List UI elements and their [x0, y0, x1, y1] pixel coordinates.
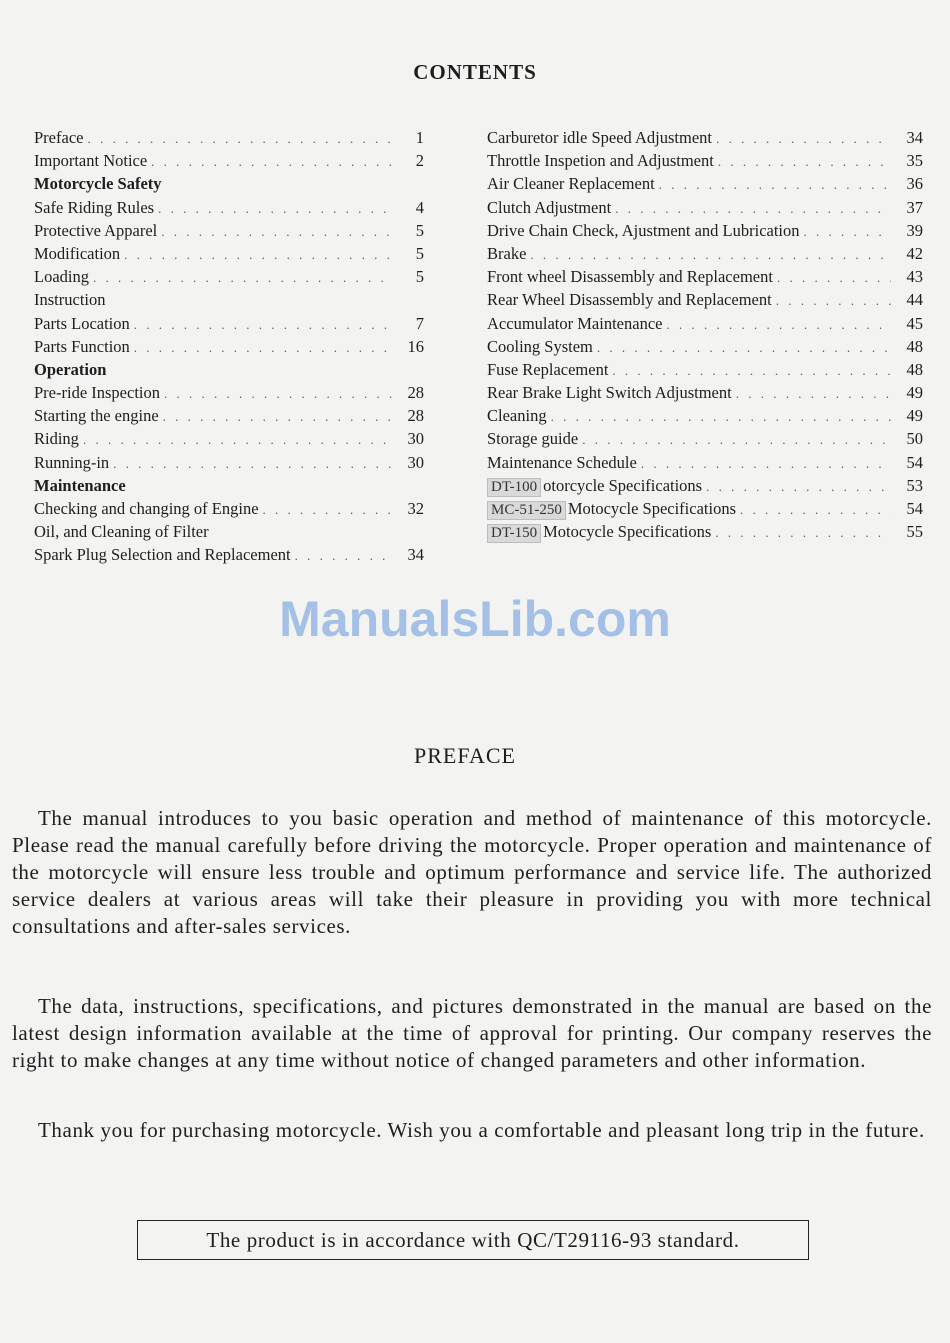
toc-page-number: 48 — [906, 336, 923, 356]
toc-entry-text: Parts Function — [34, 336, 130, 356]
toc-leader-dots — [163, 409, 392, 425]
toc-entry-label — [487, 198, 611, 218]
toc-entry-label — [34, 198, 154, 218]
standard-notice: The product is in accordance with QC/T29116-93 standard. — [137, 1220, 809, 1260]
toc-leader-dots — [530, 247, 891, 263]
toc-leader-dots — [740, 502, 891, 518]
toc-entry-text: Motocycle Specifications — [567, 499, 737, 518]
toc-entry — [487, 337, 923, 360]
toc-entry-text: Protective Apparel — [34, 220, 158, 240]
preface-paragraph-3 — [12, 1117, 932, 1144]
toc-entry-label — [34, 337, 130, 357]
toc-section-heading — [34, 174, 424, 197]
toc-leader-dots — [804, 224, 891, 240]
toc-entry — [34, 406, 424, 429]
toc-entry-text: Riding — [34, 429, 79, 449]
toc-entry-label — [34, 453, 109, 473]
toc-page-number: 4 — [415, 197, 424, 217]
toc-entry-text: Fuse Replacement — [487, 359, 609, 379]
toc-entry — [34, 545, 424, 568]
toc-entry — [34, 221, 424, 244]
toc-page-number: 37 — [906, 197, 923, 217]
toc-leader-dots — [718, 154, 891, 170]
toc-entry — [487, 290, 923, 313]
toc-entry-text: Rear Wheel Disassembly and Replacement — [487, 290, 772, 310]
toc-entry-label — [34, 360, 106, 380]
toc-entry — [34, 151, 424, 174]
toc-entry — [34, 337, 424, 360]
toc-entry — [487, 314, 923, 337]
toc-page-number: 30 — [407, 429, 424, 449]
toc-leader-dots — [134, 340, 392, 356]
toc-page-number: 2 — [415, 151, 424, 171]
toc-page-number: 1 — [415, 128, 424, 147]
toc-entry — [487, 522, 923, 545]
toc-entry-label — [34, 499, 259, 519]
toc-entry-text: Cooling System — [487, 336, 593, 356]
toc-entry-text: Carburetor idle Speed Adjustment — [487, 128, 712, 147]
toc-entry-text: Safe Riding Rules — [34, 197, 155, 217]
toc-entry-text: Throttle Inspetion and Adjustment — [487, 151, 714, 171]
toc-section-heading — [34, 476, 424, 499]
preface-text: The manual introduces to you basic operation and method of maintenance of this motorcycle. Please read the manual carefully before driving the motorcycle. Proper operation and maintenance of the motorcycle will ensure less trouble and optimum performance and service life. The authorized service dealers at various areas will take their pleasure in providing you with more technical consultations and after-sales services. — [12, 806, 932, 938]
toc-entry-label — [487, 522, 711, 543]
toc-leader-dots — [736, 386, 891, 402]
toc-leader-dots — [158, 201, 392, 217]
toc-entry-text: Important Notice — [34, 151, 148, 171]
toc-right-column — [487, 128, 923, 545]
toc-page-number: 43 — [906, 267, 923, 287]
toc-leader-dots — [551, 409, 891, 425]
preface-paragraph-1 — [12, 805, 932, 940]
toc-page-number: 48 — [906, 359, 923, 379]
toc-leader-dots — [612, 363, 891, 379]
toc-section-heading — [34, 360, 424, 383]
toc-entry — [34, 453, 424, 476]
toc-entry — [487, 476, 923, 499]
toc-page-number: 45 — [906, 313, 923, 333]
toc-page-number: 5 — [415, 220, 424, 240]
toc-page-number: 30 — [407, 452, 424, 472]
toc-entry — [487, 499, 923, 522]
toc-entry-label — [487, 221, 800, 241]
toc-entry-text: otorcycle Specifications — [543, 475, 703, 495]
toc-page-number: 34 — [906, 128, 923, 147]
toc-entry-label — [34, 522, 209, 542]
toc-leader-dots — [659, 177, 891, 193]
toc-entry-text: Clutch Adjustment — [487, 197, 612, 217]
toc-leader-dots — [716, 131, 891, 147]
toc-leader-dots — [93, 270, 392, 286]
toc-entry-label — [487, 290, 772, 310]
toc-entry-label — [487, 151, 714, 171]
toc-entry — [487, 151, 923, 174]
toc-entry-text: Front wheel Disassembly and Replacement — [487, 267, 773, 287]
model-stamp: DT-150 — [487, 524, 541, 543]
toc-entry — [34, 314, 424, 337]
toc-page-number: 7 — [415, 313, 424, 333]
preface-paragraph-2 — [12, 993, 932, 1074]
toc-leader-dots — [87, 131, 392, 147]
toc-entry — [34, 267, 424, 290]
toc-left-column — [34, 128, 424, 569]
model-stamp: DT-100 — [487, 478, 541, 497]
toc-entry-label — [487, 453, 637, 473]
toc-leader-dots — [83, 432, 392, 448]
toc-leader-dots — [615, 201, 891, 217]
toc-page-number: 39 — [906, 220, 923, 240]
toc-entry-text: Accumulator Maintenance — [487, 313, 663, 333]
toc-entry-text: Motocycle Specifications — [543, 522, 712, 542]
preface-title: PREFACE — [414, 743, 516, 768]
toc-entry — [487, 198, 923, 221]
toc-entry — [34, 128, 424, 151]
toc-entry-label — [487, 314, 662, 334]
toc-page-number: 54 — [906, 452, 923, 472]
contents-title: CONTENTS — [413, 60, 537, 84]
toc-leader-dots — [113, 456, 392, 472]
toc-entry-label — [34, 545, 291, 565]
toc-entry-text: Oil, and Cleaning of Filter — [34, 522, 209, 542]
toc-entry-label — [487, 383, 732, 403]
toc-entry-label — [487, 476, 702, 497]
toc-page-number: 5 — [415, 243, 424, 263]
toc-entry-text: Drive Chain Check, Ajustment and Lubrication — [487, 220, 800, 240]
model-stamp: MC-51-250 — [487, 501, 566, 520]
toc-entry — [487, 128, 923, 151]
toc-entry-label — [487, 174, 655, 194]
toc-entry — [487, 383, 923, 406]
toc-entry-text: Storage guide — [487, 429, 579, 449]
toc-entry-label — [34, 406, 159, 426]
toc-leader-dots — [295, 548, 392, 564]
toc-entry-text: Spark Plug Selection and Replacement — [34, 545, 291, 565]
toc-entry-text: Maintenance — [34, 475, 126, 495]
toc-entry-label — [487, 267, 773, 287]
toc-entry-text: Motorcycle Safety — [34, 174, 162, 194]
toc-leader-dots — [582, 432, 891, 448]
toc-entry-label — [34, 174, 162, 194]
toc-leader-dots — [641, 456, 891, 472]
toc-entry-text: Pre-ride Inspection — [34, 383, 160, 403]
toc-entry-text: Brake — [487, 243, 527, 263]
toc-leader-dots — [715, 525, 891, 541]
toc-entry — [487, 360, 923, 383]
toc-entry-text: Modification — [34, 243, 121, 263]
toc-entry-text: Cleaning — [487, 406, 547, 426]
toc-entry-label — [487, 128, 712, 148]
toc-entry-label — [487, 429, 578, 449]
toc-page-number: 53 — [906, 475, 923, 495]
toc-entry-text: Starting the engine — [34, 406, 159, 426]
toc-entry-text: Air Cleaner Replacement — [487, 174, 655, 194]
toc-entry-label — [34, 383, 160, 403]
toc-entry-text: Preface — [34, 128, 84, 147]
toc-page-number: 54 — [906, 499, 923, 518]
toc-entry-label — [34, 267, 89, 287]
toc-entry-text: Rear Brake Light Switch Adjustment — [487, 383, 732, 403]
toc-page-number: 28 — [407, 406, 424, 426]
toc-page-number: 49 — [906, 406, 923, 426]
toc-leader-dots — [777, 270, 891, 286]
toc-leader-dots — [597, 340, 891, 356]
toc-entry-text: Checking and changing of Engine — [34, 499, 259, 518]
toc-entry — [487, 174, 923, 197]
toc-page-number: 42 — [906, 243, 923, 263]
toc-entry-label — [34, 290, 106, 310]
toc-entry — [34, 522, 424, 545]
toc-entry — [34, 429, 424, 452]
toc-page-number: 50 — [906, 429, 923, 449]
toc-page-number: 5 — [415, 267, 424, 287]
toc-leader-dots — [134, 317, 392, 333]
toc-page-number: 49 — [906, 383, 923, 403]
preface-text: Thank you for purchasing motorcycle. Wish you a comfortable and pleasant long trip in the future. — [38, 1118, 925, 1142]
toc-entry-text: Loading — [34, 267, 89, 287]
toc-page-number: 16 — [407, 336, 424, 356]
toc-entry-label — [34, 429, 79, 449]
toc-leader-dots — [164, 386, 392, 402]
toc-entry — [34, 383, 424, 406]
toc-entry-label — [487, 244, 526, 264]
toc-entry-label — [34, 221, 157, 241]
toc-page-number: 28 — [407, 383, 424, 403]
toc-entry-text: Parts Location — [34, 313, 130, 333]
toc-entry — [34, 290, 424, 313]
toc-leader-dots — [151, 154, 392, 170]
toc-entry — [487, 244, 923, 267]
toc-entry-label — [34, 151, 147, 171]
toc-entry — [487, 453, 923, 476]
toc-entry — [487, 429, 923, 452]
toc-entry-text: Running-in — [34, 452, 110, 472]
watermark: ManualsLib.com — [279, 591, 671, 647]
toc-page-number: 34 — [407, 545, 424, 565]
toc-entry-text: Maintenance Schedule — [487, 452, 637, 472]
toc-leader-dots — [666, 317, 891, 333]
toc-entry-text: Operation — [34, 359, 107, 379]
toc-entry-text: Instruction — [34, 290, 106, 310]
toc-leader-dots — [263, 502, 392, 518]
toc-page-number: 35 — [906, 151, 923, 171]
toc-leader-dots — [161, 224, 392, 240]
toc-entry-label — [487, 406, 547, 426]
toc-entry — [34, 499, 424, 522]
toc-entry-label — [34, 314, 130, 334]
toc-entry-label — [487, 337, 593, 357]
toc-page-number: 36 — [906, 174, 923, 194]
toc-entry — [34, 198, 424, 221]
toc-page-number: 55 — [906, 522, 923, 542]
toc-entry — [487, 267, 923, 290]
toc-leader-dots — [776, 293, 891, 309]
preface-text: The data, instructions, specifications, and pictures demonstrated in the manual are based on the latest design information available at the time of approval for printing. Our company reserves the right to make changes at any time without notice of changed parameters and other information. — [12, 994, 932, 1072]
toc-entry — [34, 244, 424, 267]
toc-entry — [487, 406, 923, 429]
toc-page-number: 44 — [906, 290, 923, 310]
toc-entry — [487, 221, 923, 244]
toc-page-number: 32 — [407, 499, 424, 518]
toc-leader-dots — [124, 247, 392, 263]
toc-entry-label — [34, 128, 83, 148]
toc-leader-dots — [706, 479, 891, 495]
toc-entry-label — [34, 244, 120, 264]
toc-entry-label — [487, 499, 736, 520]
toc-entry-label — [487, 360, 608, 380]
toc-entry-label — [34, 476, 126, 496]
